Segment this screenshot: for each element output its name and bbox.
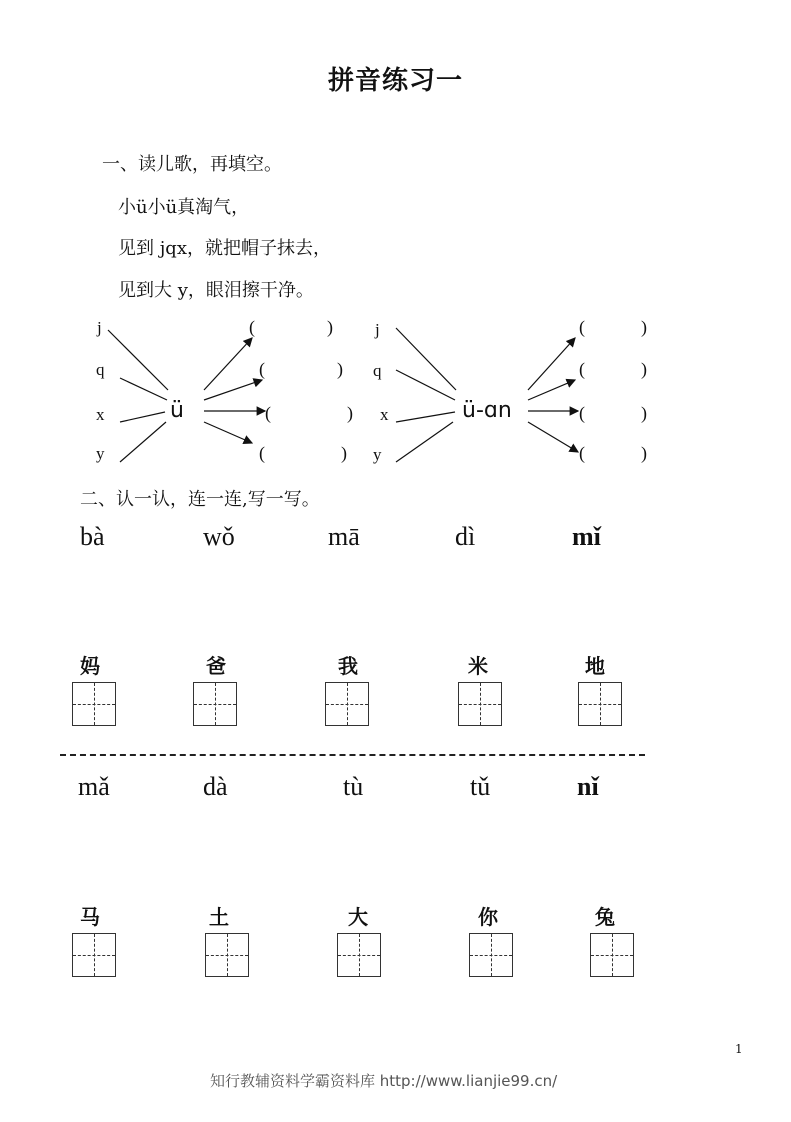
answer-blank[interactable]: ( ) [579, 443, 647, 463]
initial-q: q [96, 360, 105, 379]
pinyin-tu4: tù [343, 772, 364, 801]
hanzi-tu3: 土 [209, 905, 229, 929]
hanzi-ma: 妈 [80, 654, 100, 678]
initial-x: x [380, 405, 389, 424]
hanzi-ni: 你 [478, 905, 498, 929]
answer-blank[interactable]: ( ) [259, 359, 343, 379]
writing-grid[interactable] [205, 933, 249, 977]
hanzi-ba: 爸 [206, 654, 226, 678]
writing-grid[interactable] [590, 933, 634, 977]
poem-line-1: 小ü小ü真淘气， [118, 197, 250, 218]
hanzi-di: 地 [585, 654, 605, 678]
pinyin-da: dà [203, 772, 228, 801]
writing-grid[interactable] [458, 682, 502, 726]
pinyin-wo: wǒ [203, 522, 235, 551]
dashed-divider [60, 754, 645, 756]
hanzi-da: 大 [348, 905, 368, 929]
footer-watermark: 知行教辅资料学霸资料库 http://www.lianjie99.cn/ [210, 1072, 558, 1090]
pinyin-di: dì [455, 522, 476, 551]
page-number: 1 [735, 1042, 743, 1056]
initial-x: x [96, 405, 105, 424]
initial-y: y [373, 445, 382, 464]
pinyin-ma1: mā [328, 522, 360, 551]
page-title: 拼音练习一 [327, 66, 463, 96]
vowel-uan: ü-ɑn [462, 398, 512, 423]
writing-grid[interactable] [72, 682, 116, 726]
answer-blank[interactable]: ( ) [265, 403, 353, 423]
initial-j: j [97, 318, 102, 337]
answer-blank[interactable]: ( ) [579, 403, 647, 423]
answer-blank[interactable]: ( ) [579, 359, 647, 379]
hanzi-ma3: 马 [80, 905, 100, 929]
pinyin-ni: nǐ [577, 772, 599, 801]
hanzi-wo: 我 [338, 654, 358, 678]
poem-line-2: 见到 jqx，就把帽子抹去， [118, 238, 331, 259]
poem-line-3: 见到大 y，眼泪擦干净。 [118, 280, 314, 301]
hanzi-mi: 米 [468, 654, 488, 678]
writing-grid[interactable] [578, 682, 622, 726]
initial-y: y [96, 444, 105, 463]
pinyin-mi: mǐ [572, 522, 601, 551]
writing-grid[interactable] [325, 682, 369, 726]
hanzi-tu4: 兔 [595, 905, 615, 929]
section2-heading: 二、认一认，连一连,写一写。 [80, 489, 320, 510]
vowel-u-umlaut: ü [170, 398, 184, 423]
writing-grid[interactable] [337, 933, 381, 977]
initial-j: j [375, 320, 380, 339]
writing-grid[interactable] [469, 933, 513, 977]
pinyin-ba: bà [80, 522, 105, 551]
pinyin-ma3: mǎ [78, 772, 110, 801]
answer-blank[interactable]: ( ) [579, 317, 647, 337]
section1-heading: 一、读儿歌，再填空。 [102, 154, 282, 175]
answer-blank[interactable]: ( ) [249, 317, 333, 337]
pinyin-tu3: tǔ [470, 772, 491, 801]
writing-grid[interactable] [193, 682, 237, 726]
answer-blank[interactable]: ( ) [259, 443, 347, 463]
writing-grid[interactable] [72, 933, 116, 977]
initial-q: q [373, 361, 382, 380]
